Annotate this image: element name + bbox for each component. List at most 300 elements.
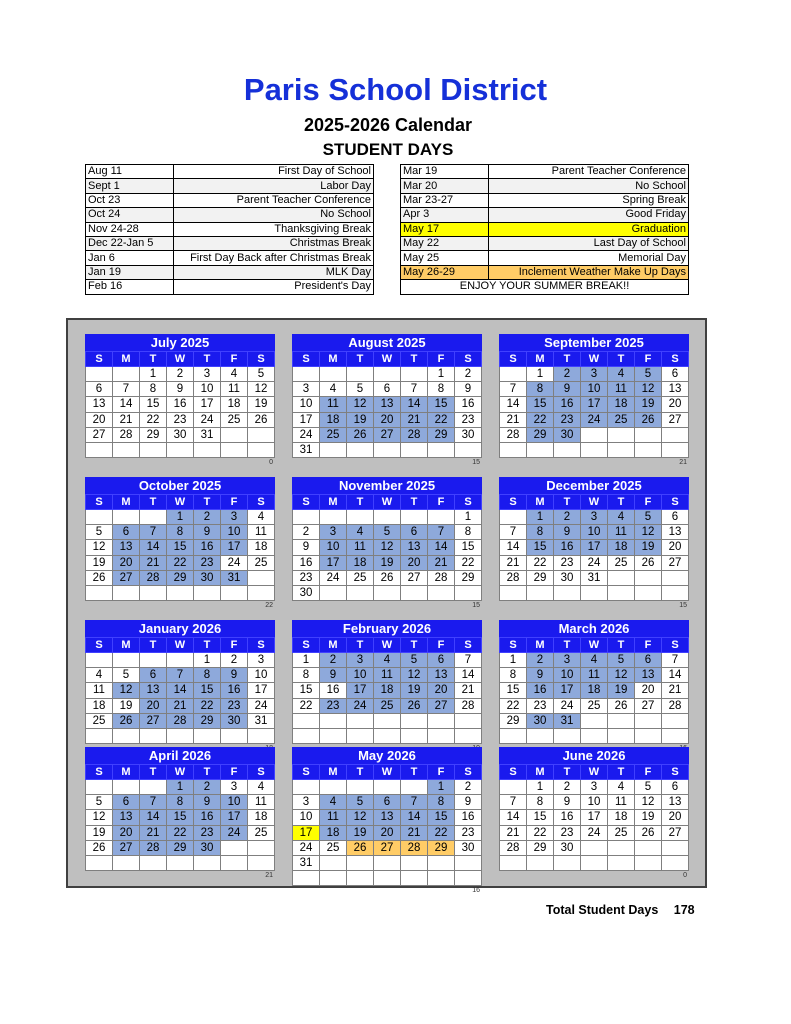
month-title: October 2025 <box>85 477 275 494</box>
summer-note-row <box>401 280 689 294</box>
day-cell: 20 <box>113 555 140 570</box>
empty-day-cell <box>248 427 275 442</box>
day-cell: 16 <box>320 683 347 698</box>
day-cell: 12 <box>86 540 113 555</box>
day-cell: 18 <box>347 555 374 570</box>
total-label: Total Student Days <box>546 903 659 917</box>
empty-day-cell <box>221 728 248 743</box>
day-cell: 8 <box>167 795 194 810</box>
event-name: Christmas Break <box>174 236 374 250</box>
day-cell: 7 <box>662 653 689 668</box>
day-cell: 1 <box>527 510 554 525</box>
day-cell: 5 <box>374 525 401 540</box>
event-date: Mar 20 <box>401 179 489 193</box>
empty-day-cell <box>320 585 347 600</box>
day-cell: 13 <box>113 810 140 825</box>
weekday-header: T <box>194 765 221 780</box>
day-cell: 9 <box>455 382 482 397</box>
empty-day-cell <box>635 427 662 442</box>
weekday-header: F <box>428 638 455 653</box>
day-cell: 25 <box>86 713 113 728</box>
empty-day-cell <box>320 367 347 382</box>
event-name: Last Day of School <box>489 236 689 250</box>
weekday-header: T <box>347 765 374 780</box>
day-cell: 27 <box>401 570 428 585</box>
empty-day-cell <box>167 585 194 600</box>
day-cell: 24 <box>581 825 608 840</box>
day-cell: 26 <box>401 698 428 713</box>
day-cell: 21 <box>113 412 140 427</box>
empty-day-cell <box>581 442 608 457</box>
day-cell: 1 <box>527 780 554 795</box>
day-cell: 30 <box>167 427 194 442</box>
weekday-header: F <box>221 495 248 510</box>
empty-day-cell <box>608 585 635 600</box>
empty-day-cell <box>86 367 113 382</box>
day-cell: 1 <box>455 510 482 525</box>
day-cell: 14 <box>428 540 455 555</box>
day-cell: 13 <box>635 668 662 683</box>
month-grid <box>85 351 275 458</box>
day-cell: 18 <box>374 683 401 698</box>
day-cell: 14 <box>662 668 689 683</box>
empty-day-cell <box>401 780 428 795</box>
day-cell: 9 <box>293 540 320 555</box>
empty-day-cell <box>221 840 248 855</box>
day-cell: 3 <box>581 780 608 795</box>
day-cell: 19 <box>86 555 113 570</box>
empty-day-cell <box>401 871 428 886</box>
weekday-header: S <box>86 352 113 367</box>
day-cell: 1 <box>293 653 320 668</box>
day-cell: 21 <box>500 412 527 427</box>
event-row <box>86 208 374 222</box>
empty-day-cell <box>635 855 662 870</box>
weekday-header: M <box>113 765 140 780</box>
day-cell: 26 <box>347 840 374 855</box>
day-cell: 22 <box>194 698 221 713</box>
day-cell: 19 <box>248 397 275 412</box>
day-cell: 26 <box>608 698 635 713</box>
month-title: February 2026 <box>292 620 482 637</box>
event-date: May 17 <box>401 222 489 236</box>
empty-day-cell <box>662 585 689 600</box>
empty-day-cell <box>428 728 455 743</box>
day-cell: 10 <box>293 397 320 412</box>
day-cell: 15 <box>527 397 554 412</box>
empty-day-cell <box>248 570 275 585</box>
day-cell: 21 <box>401 412 428 427</box>
day-cell: 3 <box>194 367 221 382</box>
day-cell: 15 <box>428 397 455 412</box>
empty-day-cell <box>374 855 401 870</box>
day-cell: 6 <box>401 525 428 540</box>
day-cell: 1 <box>194 653 221 668</box>
day-cell: 11 <box>581 668 608 683</box>
day-cell: 17 <box>320 555 347 570</box>
event-row <box>401 193 689 207</box>
weekday-header: W <box>581 352 608 367</box>
event-name: First Day of School <box>174 165 374 179</box>
weekday-header: W <box>167 638 194 653</box>
day-cell: 7 <box>140 525 167 540</box>
day-cell: 17 <box>581 810 608 825</box>
weekday-header: F <box>635 765 662 780</box>
empty-day-cell <box>113 442 140 457</box>
day-cell: 26 <box>635 412 662 427</box>
empty-day-cell <box>320 780 347 795</box>
day-cell: 4 <box>608 510 635 525</box>
day-cell: 2 <box>554 367 581 382</box>
day-cell: 19 <box>608 683 635 698</box>
day-cell: 27 <box>140 713 167 728</box>
empty-day-cell <box>500 367 527 382</box>
empty-day-cell <box>347 510 374 525</box>
empty-day-cell <box>347 728 374 743</box>
empty-day-cell <box>374 442 401 457</box>
empty-day-cell <box>455 855 482 870</box>
empty-day-cell <box>320 855 347 870</box>
day-cell: 12 <box>608 668 635 683</box>
day-cell: 2 <box>221 653 248 668</box>
day-cell: 17 <box>221 810 248 825</box>
empty-day-cell <box>401 713 428 728</box>
empty-day-cell <box>455 442 482 457</box>
empty-day-cell <box>221 855 248 870</box>
day-cell: 18 <box>581 683 608 698</box>
empty-day-cell <box>140 442 167 457</box>
weekday-header: M <box>527 352 554 367</box>
empty-day-cell <box>554 585 581 600</box>
day-cell: 5 <box>347 382 374 397</box>
month-grid <box>292 494 482 601</box>
day-cell: 20 <box>662 540 689 555</box>
empty-day-cell <box>428 510 455 525</box>
event-row <box>86 222 374 236</box>
day-cell: 1 <box>500 653 527 668</box>
day-cell: 22 <box>500 698 527 713</box>
empty-day-cell <box>500 855 527 870</box>
weekday-header: M <box>527 638 554 653</box>
day-cell: 25 <box>248 555 275 570</box>
day-cell: 23 <box>554 412 581 427</box>
empty-day-cell <box>455 713 482 728</box>
day-cell: 30 <box>293 585 320 600</box>
day-cell: 17 <box>194 397 221 412</box>
weekday-header: T <box>401 495 428 510</box>
day-cell: 24 <box>221 555 248 570</box>
day-cell: 11 <box>320 397 347 412</box>
day-cell: 25 <box>320 427 347 442</box>
month-grid <box>292 351 482 458</box>
day-cell: 29 <box>140 427 167 442</box>
weekday-header: S <box>293 352 320 367</box>
empty-day-cell <box>455 728 482 743</box>
empty-day-cell <box>374 780 401 795</box>
empty-day-cell <box>401 510 428 525</box>
day-cell: 11 <box>248 795 275 810</box>
weekday-header: S <box>86 765 113 780</box>
day-cell: 29 <box>428 427 455 442</box>
day-cell: 10 <box>221 795 248 810</box>
weekday-header: M <box>320 638 347 653</box>
empty-day-cell <box>554 855 581 870</box>
empty-day-cell <box>86 728 113 743</box>
weekday-header: W <box>581 495 608 510</box>
day-cell: 8 <box>527 795 554 810</box>
day-cell: 27 <box>113 840 140 855</box>
day-cell: 11 <box>608 525 635 540</box>
empty-day-cell <box>221 427 248 442</box>
day-cell: 31 <box>221 570 248 585</box>
day-cell: 3 <box>320 525 347 540</box>
weekday-header: S <box>86 495 113 510</box>
weekday-header: F <box>428 495 455 510</box>
day-cell: 12 <box>635 525 662 540</box>
event-date: May 25 <box>401 251 489 265</box>
weekday-header: W <box>374 352 401 367</box>
event-row <box>86 179 374 193</box>
day-cell: 11 <box>86 683 113 698</box>
empty-day-cell <box>662 855 689 870</box>
day-cell: 5 <box>635 510 662 525</box>
event-name: Spring Break <box>489 193 689 207</box>
event-name: Labor Day <box>174 179 374 193</box>
day-cell: 15 <box>167 810 194 825</box>
event-date: Oct 24 <box>86 208 174 222</box>
day-cell: 4 <box>320 382 347 397</box>
day-cell: 10 <box>194 382 221 397</box>
day-cell: 25 <box>320 840 347 855</box>
empty-day-cell <box>86 585 113 600</box>
day-cell: 10 <box>347 668 374 683</box>
event-row <box>401 222 689 236</box>
empty-day-cell <box>455 585 482 600</box>
day-cell: 23 <box>455 825 482 840</box>
day-cell: 12 <box>347 810 374 825</box>
day-cell: 4 <box>347 525 374 540</box>
empty-day-cell <box>662 840 689 855</box>
day-cell: 28 <box>167 713 194 728</box>
weekday-header: F <box>428 352 455 367</box>
day-cell: 4 <box>608 367 635 382</box>
empty-day-cell <box>221 442 248 457</box>
day-cell: 13 <box>401 540 428 555</box>
day-cell: 22 <box>140 412 167 427</box>
day-cell: 7 <box>167 668 194 683</box>
day-cell: 15 <box>194 683 221 698</box>
day-cell: 16 <box>554 397 581 412</box>
day-cell: 24 <box>581 412 608 427</box>
empty-day-cell <box>248 855 275 870</box>
empty-day-cell <box>320 713 347 728</box>
day-cell: 23 <box>221 698 248 713</box>
event-row <box>86 280 374 294</box>
day-cell: 17 <box>581 397 608 412</box>
day-cell: 13 <box>662 795 689 810</box>
empty-day-cell <box>374 510 401 525</box>
month-student-day-count: 15 <box>679 602 687 610</box>
month-grid <box>499 764 689 871</box>
day-cell: 5 <box>635 367 662 382</box>
weekday-header: T <box>554 638 581 653</box>
empty-day-cell <box>500 780 527 795</box>
day-cell: 25 <box>608 825 635 840</box>
day-cell: 15 <box>455 540 482 555</box>
month-title: January 2026 <box>85 620 275 637</box>
day-cell: 5 <box>113 668 140 683</box>
day-cell: 21 <box>167 698 194 713</box>
day-cell: 8 <box>140 382 167 397</box>
empty-day-cell <box>581 855 608 870</box>
day-cell: 18 <box>248 810 275 825</box>
total-value: 178 <box>673 903 695 917</box>
day-cell: 24 <box>347 698 374 713</box>
day-cell: 22 <box>167 555 194 570</box>
day-cell: 21 <box>140 555 167 570</box>
day-cell: 19 <box>347 825 374 840</box>
day-cell: 23 <box>320 698 347 713</box>
empty-day-cell <box>347 585 374 600</box>
day-cell: 11 <box>320 810 347 825</box>
day-cell: 10 <box>320 540 347 555</box>
day-cell: 7 <box>455 653 482 668</box>
day-cell: 29 <box>194 713 221 728</box>
month-calendar <box>85 477 275 610</box>
weekday-header: F <box>428 765 455 780</box>
empty-day-cell <box>86 855 113 870</box>
empty-day-cell <box>347 442 374 457</box>
month-calendar <box>499 747 689 880</box>
empty-day-cell <box>293 510 320 525</box>
empty-day-cell <box>113 585 140 600</box>
weekday-header: S <box>293 638 320 653</box>
district-title: Paris School District <box>243 72 548 107</box>
day-cell: 17 <box>221 540 248 555</box>
day-cell: 16 <box>455 397 482 412</box>
day-cell: 5 <box>401 653 428 668</box>
event-date: Jan 19 <box>86 265 174 279</box>
day-cell: 2 <box>194 780 221 795</box>
empty-day-cell <box>248 840 275 855</box>
day-cell: 16 <box>293 555 320 570</box>
day-cell: 23 <box>554 555 581 570</box>
event-name: Memorial Day <box>489 251 689 265</box>
empty-day-cell <box>320 510 347 525</box>
weekday-header: T <box>554 352 581 367</box>
weekday-header: S <box>86 638 113 653</box>
day-cell: 22 <box>527 555 554 570</box>
day-cell: 19 <box>347 412 374 427</box>
empty-day-cell <box>194 728 221 743</box>
day-cell: 24 <box>320 570 347 585</box>
day-cell: 9 <box>554 382 581 397</box>
day-cell: 14 <box>140 810 167 825</box>
day-cell: 9 <box>527 668 554 683</box>
empty-day-cell <box>248 585 275 600</box>
day-cell: 9 <box>554 795 581 810</box>
weekday-header: S <box>455 352 482 367</box>
empty-day-cell <box>320 442 347 457</box>
day-cell: 19 <box>635 397 662 412</box>
empty-day-cell <box>374 728 401 743</box>
empty-day-cell <box>248 442 275 457</box>
month-student-day-count: 0 <box>683 872 687 880</box>
day-cell: 2 <box>527 653 554 668</box>
day-cell: 9 <box>167 382 194 397</box>
event-date: May 26-29 <box>401 265 489 279</box>
event-row <box>86 265 374 279</box>
weekday-header: S <box>500 495 527 510</box>
empty-day-cell <box>635 728 662 743</box>
day-cell: 24 <box>221 825 248 840</box>
day-cell: 2 <box>167 367 194 382</box>
empty-day-cell <box>635 442 662 457</box>
day-cell: 27 <box>374 427 401 442</box>
weekday-header: T <box>554 765 581 780</box>
day-cell: 15 <box>167 540 194 555</box>
day-cell: 26 <box>347 427 374 442</box>
day-cell: 6 <box>428 653 455 668</box>
empty-day-cell <box>194 585 221 600</box>
day-cell: 7 <box>500 795 527 810</box>
weekday-header: T <box>608 638 635 653</box>
day-cell: 5 <box>608 653 635 668</box>
empty-day-cell <box>140 510 167 525</box>
day-cell: 8 <box>527 525 554 540</box>
day-cell: 8 <box>500 668 527 683</box>
event-name: President's Day <box>174 280 374 294</box>
empty-day-cell <box>608 427 635 442</box>
day-cell: 3 <box>248 653 275 668</box>
day-cell: 9 <box>320 668 347 683</box>
day-cell: 8 <box>527 382 554 397</box>
empty-day-cell <box>374 713 401 728</box>
empty-day-cell <box>293 780 320 795</box>
event-row <box>86 251 374 265</box>
weekday-header: T <box>194 352 221 367</box>
day-cell: 23 <box>167 412 194 427</box>
day-cell: 10 <box>248 668 275 683</box>
events-table-right <box>400 164 689 295</box>
month-calendar <box>499 477 689 610</box>
day-cell: 16 <box>455 810 482 825</box>
month-title: April 2026 <box>85 747 275 764</box>
day-cell: 30 <box>554 427 581 442</box>
day-cell: 2 <box>455 780 482 795</box>
event-name: Parent Teacher Conference <box>489 165 689 179</box>
day-cell: 7 <box>113 382 140 397</box>
event-name: Inclement Weather Make Up Days <box>489 265 689 279</box>
day-cell: 9 <box>194 525 221 540</box>
day-cell: 5 <box>248 367 275 382</box>
day-cell: 27 <box>662 555 689 570</box>
day-cell: 12 <box>113 683 140 698</box>
weekday-header: F <box>635 495 662 510</box>
month-grid <box>85 637 275 744</box>
day-cell: 21 <box>500 555 527 570</box>
empty-day-cell <box>662 713 689 728</box>
day-cell: 31 <box>293 855 320 870</box>
day-cell: 14 <box>401 810 428 825</box>
month-student-day-count: 15 <box>472 602 480 610</box>
weekday-header: F <box>221 765 248 780</box>
event-date: Aug 11 <box>86 165 174 179</box>
empty-day-cell <box>428 855 455 870</box>
month-calendar <box>499 620 689 753</box>
day-cell: 30 <box>194 570 221 585</box>
day-cell: 10 <box>581 525 608 540</box>
